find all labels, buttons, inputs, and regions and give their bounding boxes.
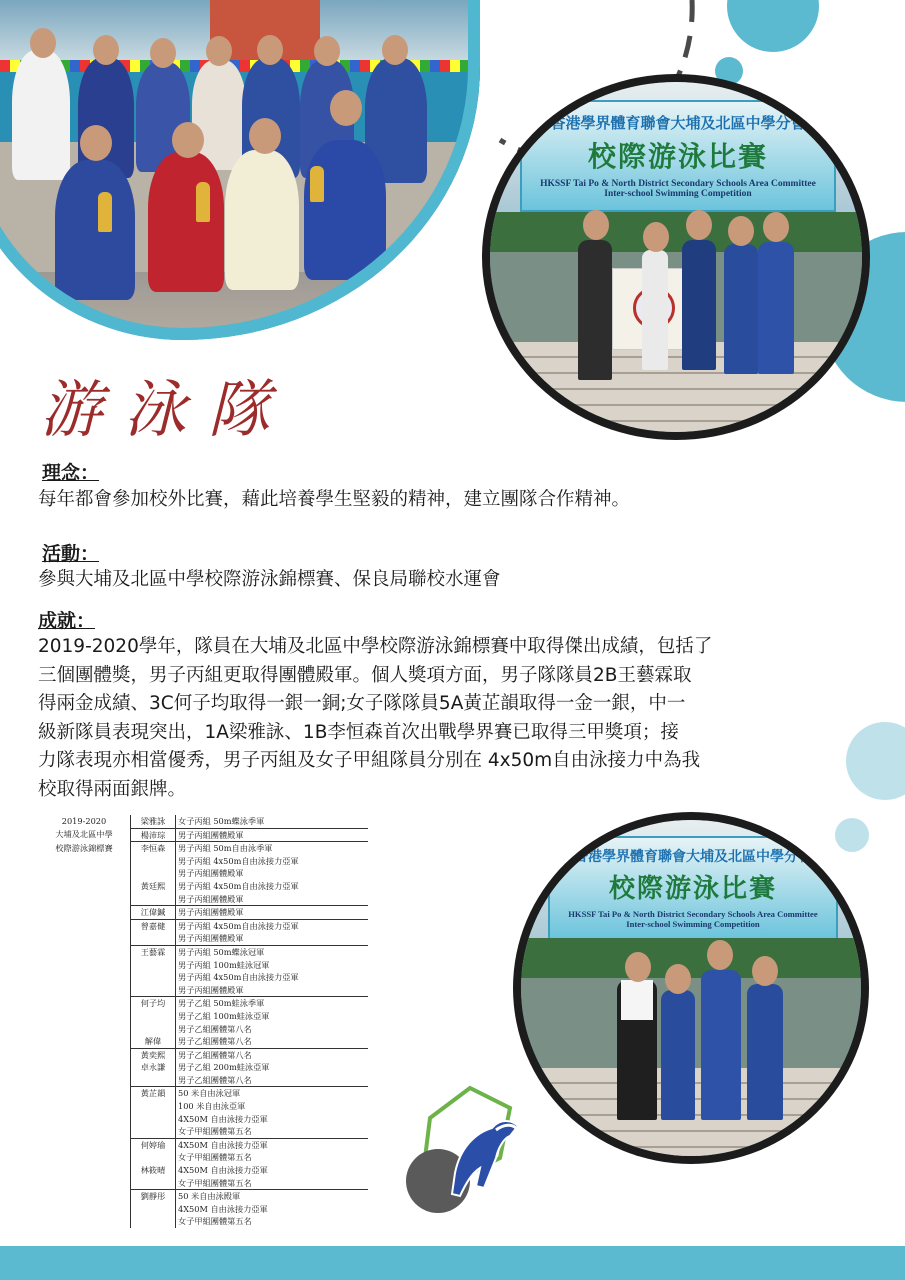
award-cell: 男子丙組團體殿軍 [176,984,369,997]
award-cell: 女子甲組團體第五名 [176,1151,369,1164]
swimmer-name-cell: 解偉 [144,1036,162,1047]
swimmer-name-cell: 江偉鍼 [131,906,176,920]
table-row [38,1190,368,1203]
event-name-cell [38,867,131,880]
team-photo-frame [0,0,480,340]
swimmer-name-cell [131,893,176,906]
swimmer-name-cell [131,959,176,972]
table-row [38,828,368,842]
event-name-cell [38,971,131,984]
achievements-line: 2019-2020學年，隊員在大埔及北區中學校際游泳錦標賽中取得傑出成績，包括了 [38,636,713,657]
event-name-cell [38,1138,131,1151]
swimmer-name-cell: 何婷瑜 [131,1138,176,1151]
swimmer-name-cell [131,932,176,945]
event-name-cell [38,1190,131,1203]
activities-label: 活動： [42,543,100,565]
event-name-cell [38,880,131,893]
footer-bar [0,1246,905,1280]
swimmer-name-cell [131,1151,176,1164]
swimmer-name-cell [131,971,176,984]
swimmer-name-cell: 楊沛琮 [131,828,176,842]
table-row [38,1125,368,1138]
award-cell: 男子乙組團體第八名 [176,1023,369,1036]
table-row [38,867,368,880]
award-cell: 男子丙組 100m蛙泳冠軍 [176,959,369,972]
banner-event-en-1: HKSSF Tai Po & North District Secondary Schools Area Committee [540,179,816,189]
table-row [38,945,368,958]
achievements-line: 三個團體獎，男子丙組更取得團體殿軍。個人獎項方面，男子隊隊員2B王藝霖取 [38,664,692,686]
swimmer-name-cell [131,984,176,997]
swimmer-name-cell [131,1100,176,1113]
table-row [38,1138,368,1151]
award-photo-girls [482,74,870,440]
swimmer-name-cell [131,855,176,868]
award-cell: 100 米自由泳亞軍 [176,1100,369,1113]
event-name-cell [38,1035,131,1048]
swimmer-name-cell: 卓永謙 [140,1062,166,1073]
table-row [38,1061,368,1074]
award-cell: 男子乙組團體第八名 [176,1048,369,1061]
swimmer-name-cell: 曾嘉健 [131,919,176,932]
table-row [38,1100,368,1113]
award-cell: 男子丙組 50m蝶泳冠軍 [176,945,369,958]
swimmer-name-cell: 黃廷熙 [140,880,166,891]
banner-event-zh: 校際游泳比賽 [587,140,768,173]
event-name-cell [38,1203,131,1216]
deco-circle-right-mid [846,722,905,800]
page-title: 游泳隊 [40,373,293,446]
award-cell: 4X50M 自由泳接力亞軍 [176,1203,369,1216]
event-name-cell [38,984,131,997]
award-cell: 4X50M 自由泳接力亞軍 [176,1164,369,1177]
achievements-label: 成就： [38,610,96,632]
event-name-cell: 2019-2020 [38,815,131,828]
swimmer-name-cell: 何子均 [131,997,176,1010]
swimmer-name-cell [131,1125,176,1138]
event-name-cell [38,1100,131,1113]
award-cell: 女子甲組團體第五名 [176,1215,369,1228]
achievements-line: 級新隊員表現突出，1A梁雅詠、1B李恒森首次出戰學界賽已取得三甲獎項；接 [38,721,679,743]
banner2-org-text: 香港學界體育聯會大埔及北區中學分會 [573,849,812,865]
event-name-cell [38,1151,131,1164]
swimmer-name-cell [131,1074,176,1087]
table-row [38,971,368,984]
award-cell: 男子丙組 50m自由泳季軍 [176,842,369,855]
table-row [38,932,368,945]
table-row [38,880,368,893]
event-name-cell [38,1061,131,1074]
event-name-cell [38,906,131,920]
swimmer-name-cell [131,1010,176,1023]
swimmer-name-cell [131,1023,176,1036]
table-row [38,1023,368,1036]
award-cell: 女子丙組 50m蝶泳季軍 [176,815,369,828]
table-row [38,1035,368,1048]
table-row [38,1010,368,1023]
achievements-text [38,633,838,804]
table-row [38,893,368,906]
event-name-cell [38,1048,131,1061]
deco-circle-top-right [727,0,819,52]
banner-org-text: 香港學界體育聯會大埔及北區中學分會 [550,114,806,132]
swimmer-name-cell: 劉靜彤 [131,1190,176,1203]
award-cell: 男子丙組 4x50m自由泳接力亞軍 [176,855,369,868]
event-name-cell [38,1113,131,1126]
table-row [38,1087,368,1100]
event-name-cell [38,1215,131,1228]
award-cell: 男子丙組團體殿軍 [176,828,369,842]
event-name-cell [38,945,131,958]
banner2-event-zh: 校際游泳比賽 [608,874,777,904]
swimmer-name-cell [131,867,176,880]
event-name-cell [38,1164,131,1177]
award-cell: 男子乙組 200m蛙泳亞軍 [176,1061,369,1074]
achievements-line: 得兩金成績、3C何子均取得一銀一銅;女子隊隊員5A黃芷韻取得一金一銀，中一 [38,693,686,714]
table-row [38,984,368,997]
table-row [38,1203,368,1216]
award-cell: 男子丙組團體殿軍 [176,906,369,920]
table-row [38,855,368,868]
activities-text: 參與大埔及北區中學校際游泳錦標賽、保良局聯校水運會 [38,569,501,590]
event-name-cell [38,893,131,906]
philosophy-label: 理念： [42,462,100,484]
table-row [38,919,368,932]
event-name-cell: 校際游泳錦標賽 [38,842,131,855]
swimmer-name-cell [131,1215,176,1228]
table-row [38,842,368,855]
award-cell: 50 米自由泳殿軍 [176,1190,369,1203]
horse-logo-icon [400,1078,540,1218]
event-name-cell [38,932,131,945]
event-name-cell [38,959,131,972]
award-cell: 4X50M 自由泳接力亞軍 [176,1113,369,1126]
table-row [38,1164,368,1177]
event-name-cell: 大埔及北區中學 [38,828,131,842]
event-name-cell [38,1023,131,1036]
banner2-event-en-1: HKSSF Tai Po & North District Secondary Schools Area Committee [568,909,818,919]
award-cell: 男子乙組團體第八名 [176,1074,369,1087]
table-row [38,1074,368,1087]
banner2-event-en-2: Inter-school Swimming Competition [626,919,760,929]
event-name-cell [38,1125,131,1138]
award-cell: 男子丙組團體殿軍 [176,893,369,906]
swimmer-name-cell: 梁雅詠 [140,816,166,826]
award-cell: 男子乙組 50m蛙泳季軍 [176,997,369,1010]
event-name-cell [38,855,131,868]
table-row [38,1151,368,1164]
table-row [38,815,368,828]
award-cell: 女子甲組團體第五名 [176,1177,369,1190]
table-row [38,906,368,920]
event-name-cell [38,1177,131,1190]
award-cell: 50 米自由泳冠軍 [176,1087,369,1100]
results-table [38,815,368,1228]
event-name-cell [38,997,131,1010]
table-row [38,997,368,1010]
swimmer-name-cell [131,1177,176,1190]
award-cell: 男子乙組 100m蛙泳亞軍 [176,1010,369,1023]
award-cell: 男子丙組 4x50m自由泳接力亞軍 [176,880,369,893]
award-cell: 4X50M 自由泳接力亞軍 [176,1138,369,1151]
award-cell: 男子丙組團體殿軍 [176,932,369,945]
swimmer-name-cell [131,1113,176,1126]
swimmer-name-cell: 黃奕熙 [131,1048,176,1061]
event-name-cell [38,1074,131,1087]
swimmer-name-cell: 李恒森 [131,842,176,855]
swimmer-name-cell [131,1203,176,1216]
achievements-line: 力隊表現亦相當優秀，男子丙組及女子甲組隊員分別在 4x50m自由泳接力中為我 [38,750,701,771]
table-row [38,1215,368,1228]
swimmer-name-cell: 林筱晴 [140,1165,166,1176]
award-cell: 男子丙組 4x50m自由泳接力亞軍 [176,971,369,984]
award-cell: 男子乙組團體第八名 [176,1035,369,1048]
event-name-cell [38,1087,131,1100]
swimmer-name-cell: 王藝霖 [131,945,176,958]
swimmer-name-cell: 黃芷韻 [131,1087,176,1100]
table-row [38,1113,368,1126]
table-row [38,959,368,972]
award-photo-boys [513,812,869,1164]
award-cell: 男子丙組團體殿軍 [176,867,369,880]
award-cell: 男子丙組 4x50m自由泳接力亞軍 [176,919,369,932]
achievements-line: 校取得兩面銀牌。 [38,778,187,800]
event-name-cell [38,919,131,932]
banner-event-en-2: Inter-school Swimming Competition [604,189,752,199]
award-cell: 女子甲組團體第五名 [176,1125,369,1138]
event-name-cell [38,1010,131,1023]
philosophy-text: 每年都會參加校外比賽，藉此培養學生堅毅的精神，建立團隊合作精神。 [38,489,631,510]
table-row [38,1048,368,1061]
table-row [38,1177,368,1190]
